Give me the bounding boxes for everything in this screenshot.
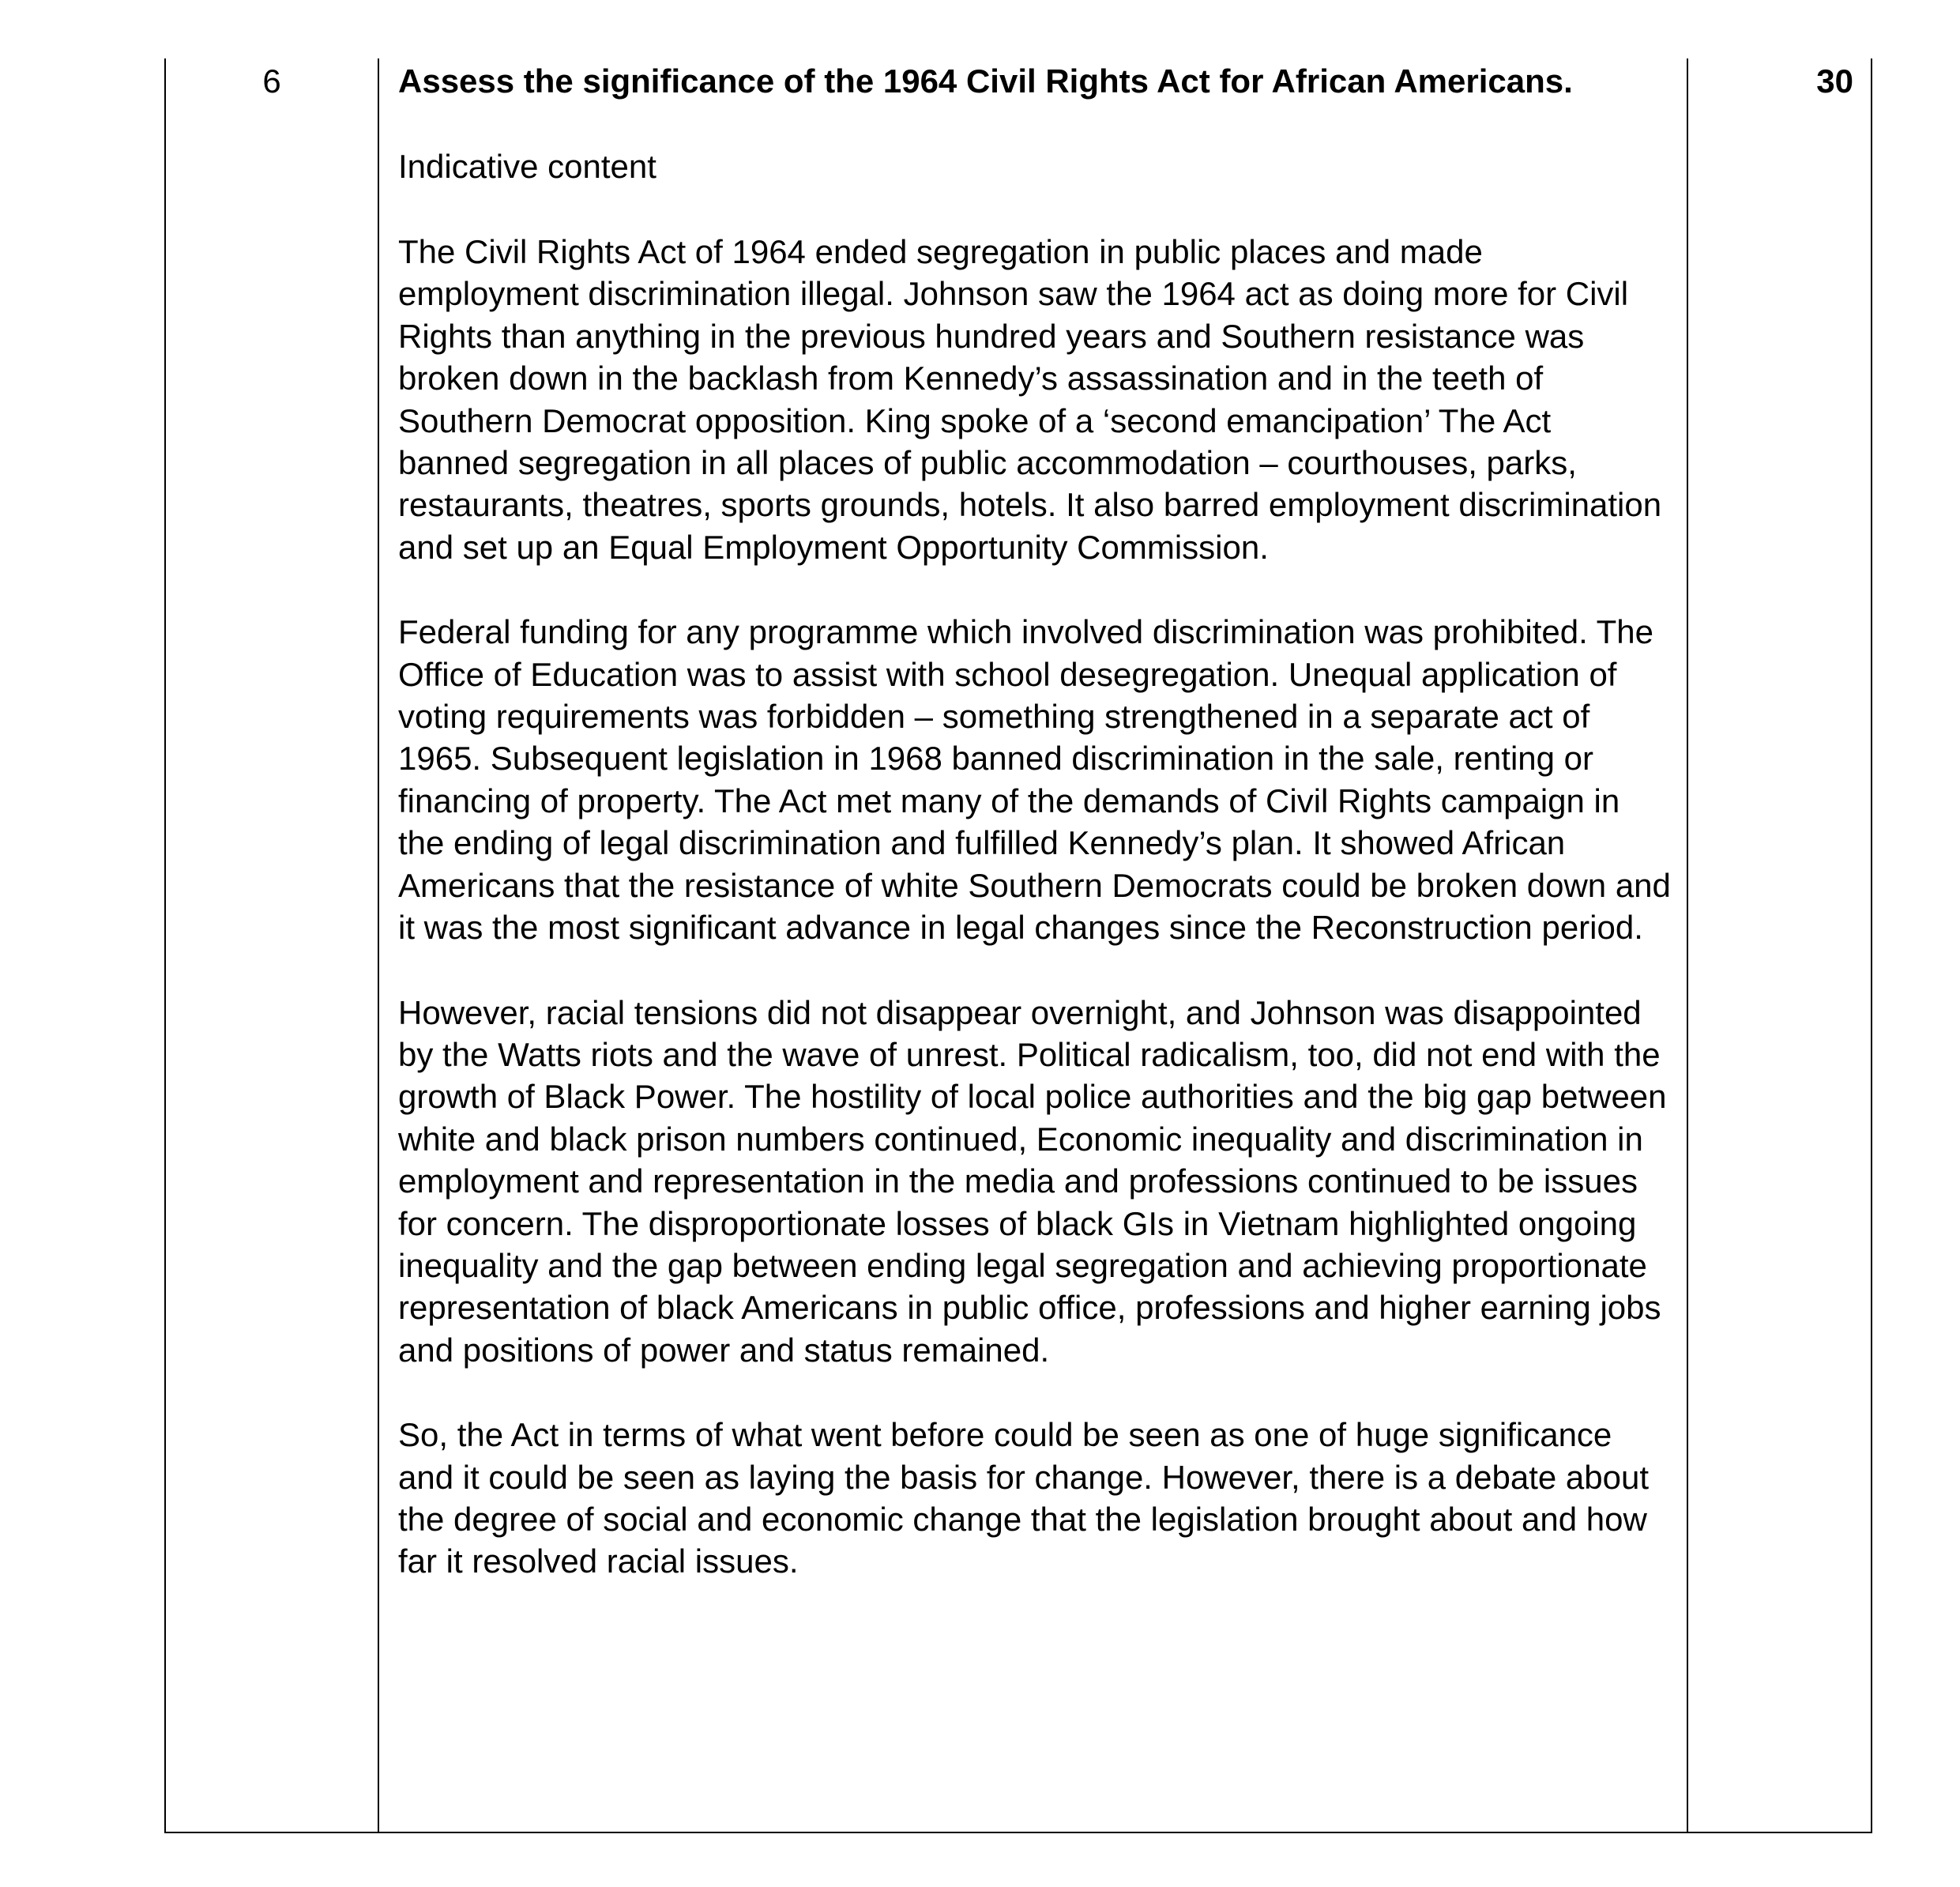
table-row [165,58,1872,1832]
question-number: 6 [262,62,281,100]
marks-value: 30 [1816,62,1853,100]
paragraph-2: Federal funding for any programme which involved discrimination was prohibited. The Office of Education was to assist with school desegregation. Unequal application of voting requirements was forbidden – something strengthened in a separate act of 1965. Subsequent legislation in 1968 banned discrimination in the sale, renting or financing of property. The Act met many of the demands of Civil Rights campaign in the ending of legal discrimination and fulfilled Kennedy’s plan. It showed African Americans that the resistance of white Southern Democrats could be broken down and it was the most significant advance in legal changes since the Reconstruction period. [398,613,1671,947]
paragraph-4: So, the Act in terms of what went before could be seen as one of huge significance and it could be seen as laying the basis for change. However, there is a debate about the degree of social and economic change that the legislation brought about and how far it resolved racial issues. [398,1416,1650,1580]
paragraph-1: The Civil Rights Act of 1964 ended segregation in public places and made employment discrimination illegal. Johnson saw the 1964 act as doing more for Civil Rights than anything in the previous hundred years and Southern resistance was broken down in the backlash from Kennedy’s assassination and in the teeth of Southern Democrat opposition. King spoke of a ‘second emancipation’ The Act banned segregation in all places of public accommodation – courthouses, parks, restaurants, theatres, sports grounds, hotels. It also barred employment discrimination and set up an Equal Employment Opportunity Commission. [398,233,1662,566]
marks-cell [1687,58,1872,1832]
mark-scheme-table [164,58,1872,1833]
paragraph-3: However, racial tensions did not disappear overnight, and Johnson was disappointed by the Watts riots and the wave of unrest. Political radicalism, too, did not end with the growth of Black Power. The hostility of local police authorities and the big gap between white and black prison numbers continued, Economic inequality and discrimination in employment and representation in the media and professions continued to be issues for concern. The disproportionate losses of black GIs in Vietnam highlighted ongoing inequality and the gap between ending legal segregation and achieving proportionate representation of black Americans in public office, professions and higher earning jobs and positions of power and status remained. [398,993,1667,1369]
indicative-content-heading: Indicative content [398,148,656,185]
question-text: Assess the significance of the 1964 Civil Rights Act for African Americans. [398,62,1573,100]
content-cell [378,58,1687,1832]
question-number-cell [165,58,378,1832]
